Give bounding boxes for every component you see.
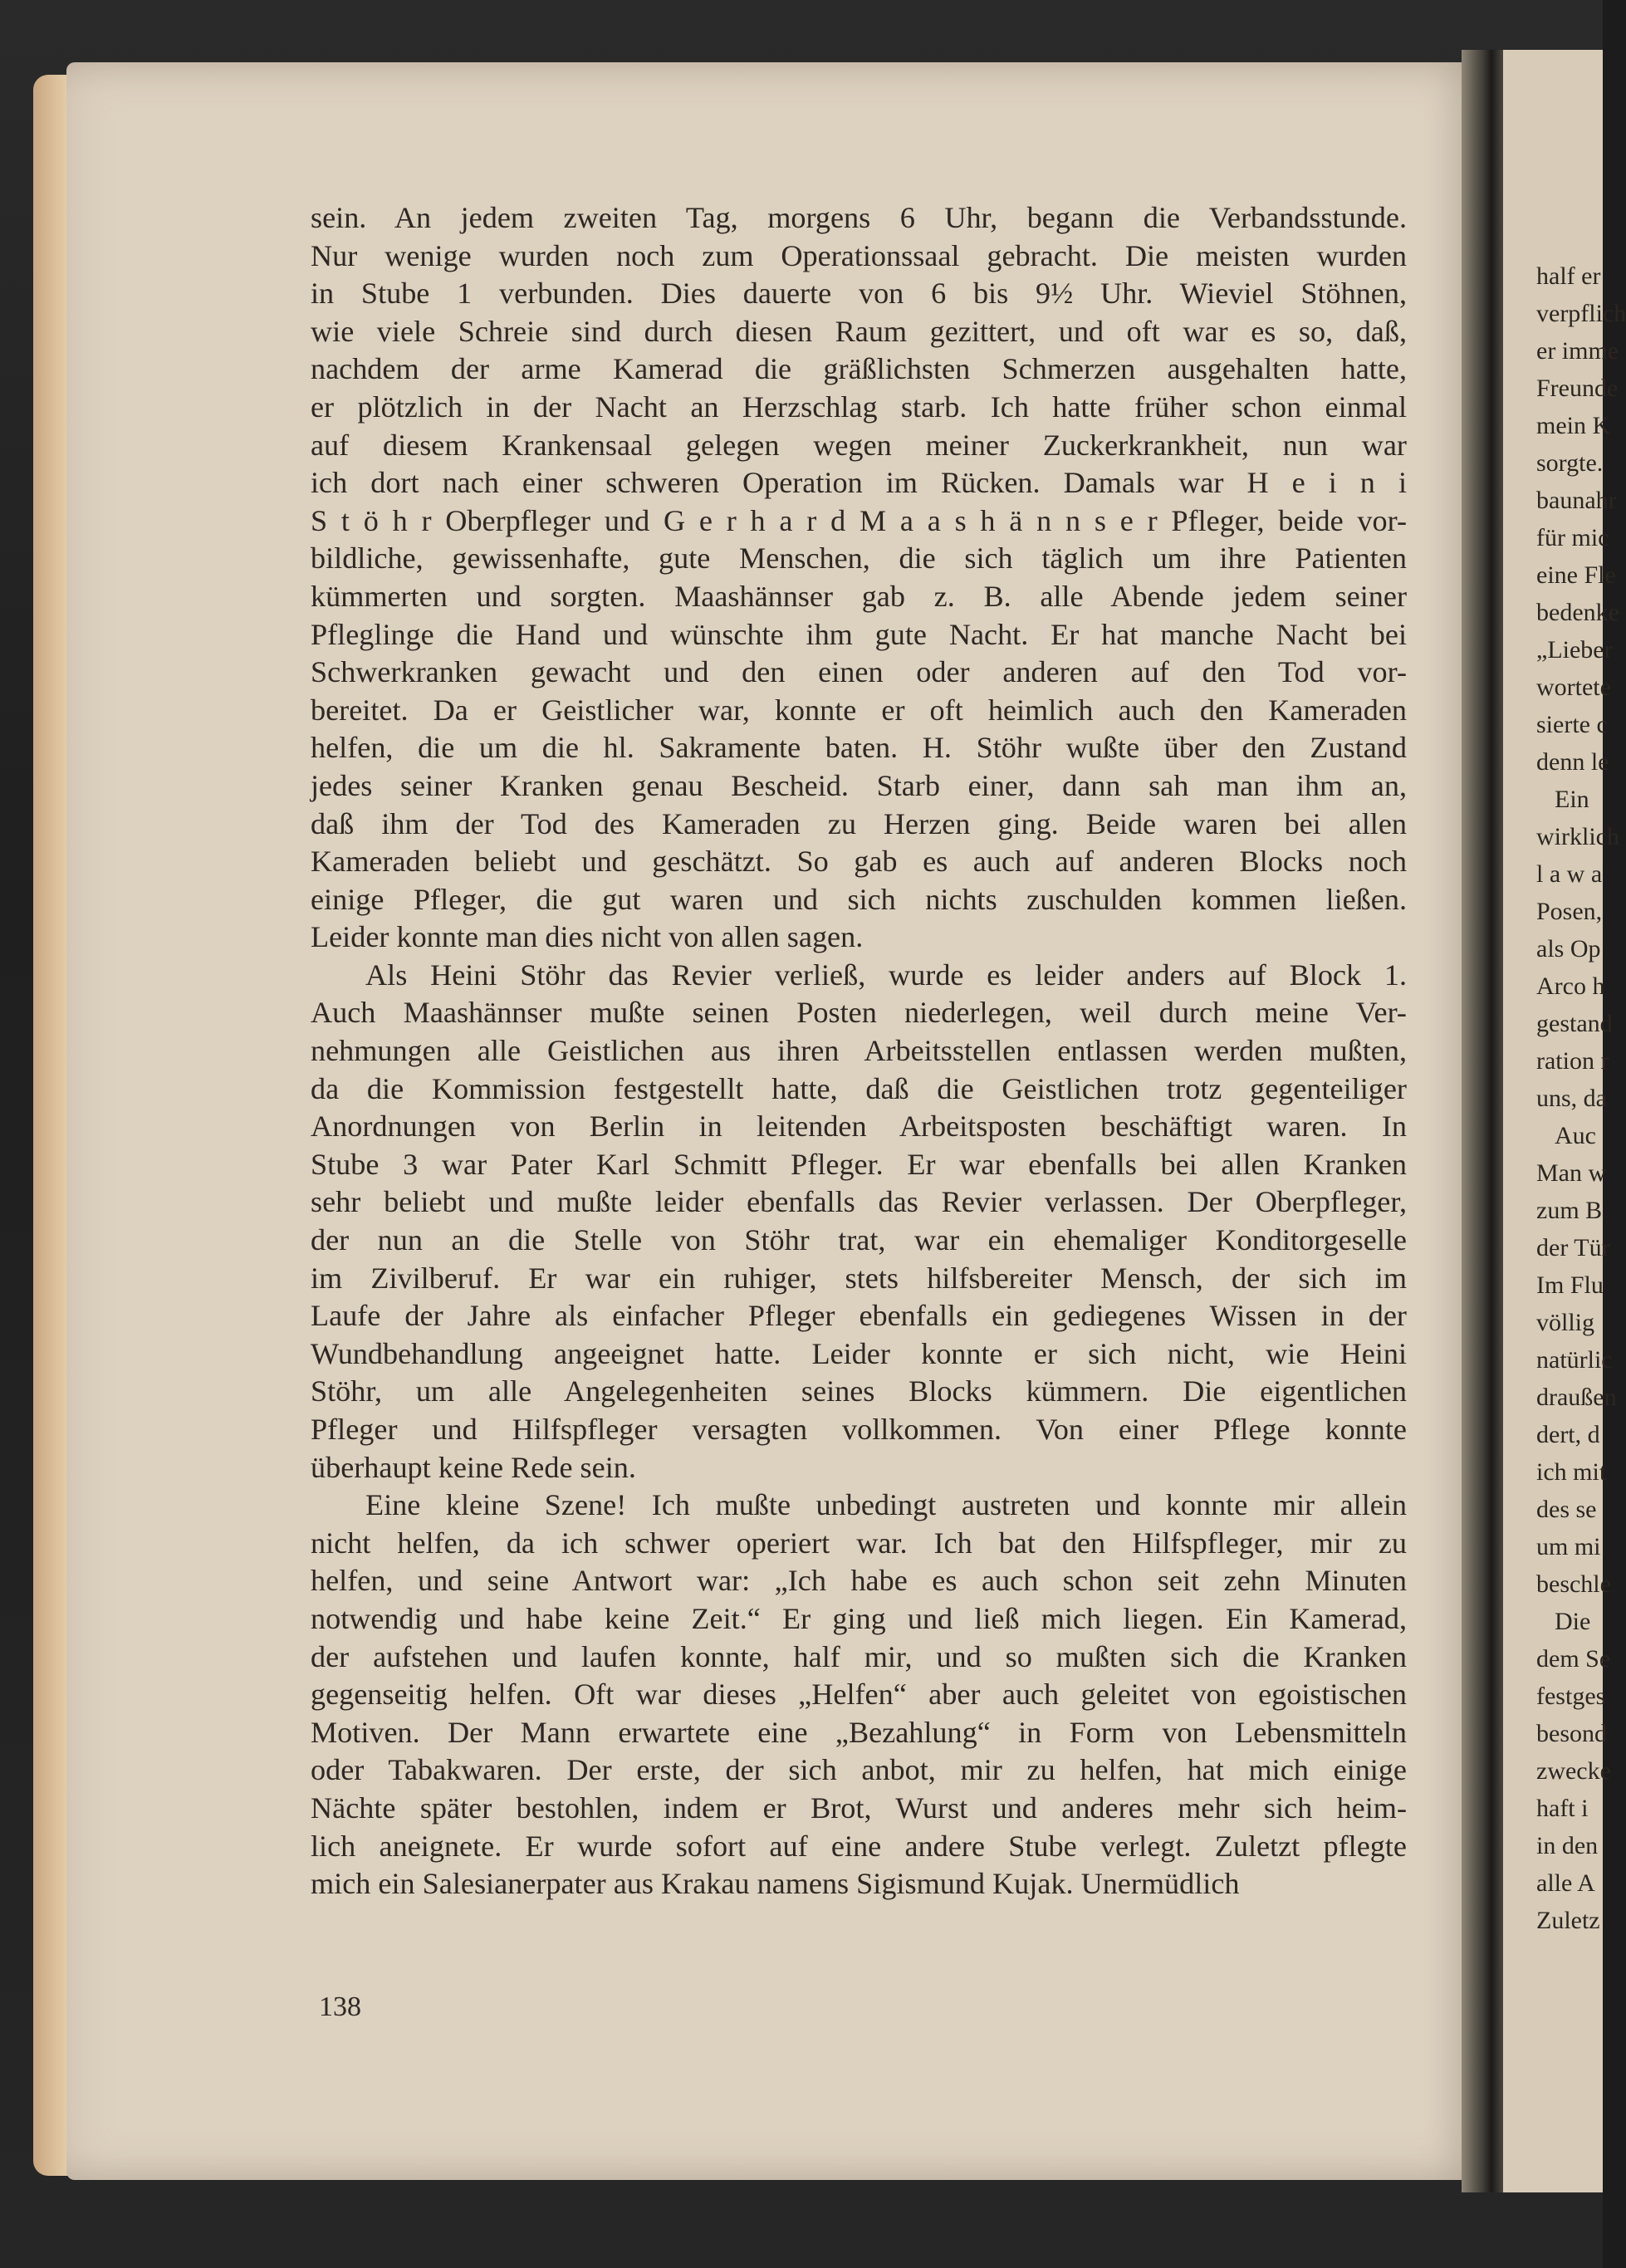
text-line: daß ihm der Tod des Kameraden zu Herzen ging. Beide waren bei allen xyxy=(311,806,1407,840)
text-line: in Stube 1 verbunden. Dies dauerte von 6 bis 9½ Uhr. Wieviel Stöhnen, xyxy=(311,277,1407,311)
facing-page-line: für mic xyxy=(1536,524,1609,551)
facing-page-line: haft i xyxy=(1536,1795,1589,1822)
facing-page-line: zwecke xyxy=(1536,1757,1611,1785)
facing-page-line: half er xyxy=(1536,262,1601,290)
facing-page-line: verpflich xyxy=(1536,300,1626,327)
text-line: Auch Maashännser mußte seinen Posten niederlegen, weil durch meine Ver- xyxy=(311,996,1407,1030)
facing-page-line: ration r xyxy=(1536,1047,1609,1075)
text-line: Pfleglinge die Hand und wünschte ihm gute Nacht. Er hat manche Nacht bei xyxy=(311,617,1407,651)
facing-page-line: mein K xyxy=(1536,412,1611,439)
text-line: mich ein Salesianerpater aus Krakau namens Sigismund Kujak. Unermüdlich xyxy=(311,1867,1240,1901)
text-line: jedes seiner Kranken genau Bescheid. Starb einer, dann sah man ihm an, xyxy=(311,768,1407,802)
text-line: Stöhr, um alle Angelegenheiten seines Blocks kümmern. Die eigentlichen xyxy=(311,1374,1407,1408)
text-line: Stube 3 war Pater Karl Schmitt Pfleger. Er war ebenfalls bei allen Kranken xyxy=(311,1147,1407,1181)
text-line: lich aneignete. Er wurde sofort auf eine andere Stube verlegt. Zuletzt pflegte xyxy=(311,1829,1407,1863)
text-line: Motiven. Der Mann erwartete eine „Bezahlung“ in Form von Lebensmitteln xyxy=(311,1715,1407,1749)
facing-page-line: draußen xyxy=(1536,1384,1617,1411)
facing-page-line: Im Flu xyxy=(1536,1271,1604,1299)
facing-page-line: eine Fle xyxy=(1536,561,1616,589)
facing-page-line: besond xyxy=(1536,1720,1607,1747)
facing-page-line: wirklich xyxy=(1536,823,1619,850)
facing-page-lines xyxy=(1503,50,1626,1939)
facing-page-line: Ein xyxy=(1555,786,1589,813)
facing-page-line: völlig xyxy=(1536,1309,1595,1336)
text-line: sehr beliebt und mußte leider ebenfalls das Revier verlassen. Der Oberpfleger, xyxy=(311,1185,1407,1219)
text-line: der aufstehen und laufen konnte, half mir, und so mußten sich die Kranken xyxy=(311,1639,1407,1673)
facing-page-line: als Op xyxy=(1536,935,1601,963)
facing-page-line: sierte c xyxy=(1536,711,1608,738)
text-line: nachdem der arme Kamerad die gräßlichsten Schmerzen ausgehalten hatte, xyxy=(311,352,1407,386)
text-line: Anordnungen von Berlin in leitenden Arbeitsposten beschäftigt waren. In xyxy=(311,1110,1407,1144)
facing-page-line: uns, da xyxy=(1536,1085,1607,1112)
text-line: Nur wenige wurden noch zum Operationssaal gebracht. Die meisten wurden xyxy=(311,238,1407,272)
facing-page-line: zum B xyxy=(1536,1197,1603,1224)
text-line: überhaupt keine Rede sein. xyxy=(311,1450,636,1484)
facing-page-line: Posen, xyxy=(1536,898,1603,925)
facing-page-line: Auc xyxy=(1555,1122,1596,1149)
text-line: Schwerkranken gewacht und den einen oder anderen auf den Tod vor- xyxy=(311,655,1407,689)
facing-page-line: gestand xyxy=(1536,1010,1613,1037)
facing-page-line: in den xyxy=(1536,1832,1599,1859)
facing-page-line: bedenke xyxy=(1536,599,1619,626)
text-line: der nun an die Stelle von Stöhr trat, war ein ehemaliger Konditorgeselle xyxy=(311,1223,1407,1257)
text-line: da die Kommission festgestellt hatte, daß die Geistlichen trotz gegenteiliger xyxy=(311,1071,1407,1105)
facing-page-line: dert, d xyxy=(1536,1421,1600,1448)
text-line: nehmungen alle Geistlichen aus ihren Arbeitsstellen entlassen werden mußten, xyxy=(311,1034,1407,1068)
facing-page-line: Die xyxy=(1555,1608,1591,1635)
text-line: im Zivilberuf. Er war ein ruhiger, stets hilfsbereiter Mensch, der sich im xyxy=(311,1261,1407,1295)
text-line: Leider konnte man dies nicht von allen sagen. xyxy=(311,920,864,954)
text-line: helfen, und seine Antwort war: „Ich habe es auch schon seit zehn Minuten xyxy=(311,1564,1407,1598)
facing-page-line: er imme xyxy=(1536,337,1619,365)
text-line: nicht helfen, da ich schwer operiert war. Ich bat den Hilfspfleger, mir zu xyxy=(311,1526,1407,1560)
text-line: auf diesem Krankensaal gelegen wegen meiner Zuckerkrankheit, nun war xyxy=(311,428,1407,462)
text-line: gegenseitig helfen. Oft war dieses „Helfen“ aber auch geleitet von egoistischen xyxy=(311,1678,1407,1712)
facing-page-line: Zuletz xyxy=(1536,1907,1600,1934)
facing-page-line: ich mit xyxy=(1536,1458,1607,1486)
text-line: bildliche, gewissenhafte, gute Menschen, die sich täglich um ihre Patienten xyxy=(311,541,1407,576)
facing-page-line: Freunde xyxy=(1536,375,1619,402)
facing-page-line: sorgte. xyxy=(1536,449,1604,477)
facing-page-line: alle A xyxy=(1536,1869,1595,1897)
facing-page-line: natürlic xyxy=(1536,1346,1613,1374)
text-line: Als Heini Stöhr das Revier verließ, wurde es leider anders auf Block 1. xyxy=(365,958,1407,992)
text-line: oder Tabakwaren. Der erste, der sich anbot, mir zu helfen, hat mich einige xyxy=(311,1753,1407,1787)
text-line: S t ö h r Oberpfleger und G e r h a r d M a a s h ä n n s e r Pfleger, beide vor- xyxy=(311,503,1407,537)
text-line: er plötzlich in der Nacht an Herzschlag starb. Ich hatte früher schon einmal xyxy=(311,389,1407,424)
body-text xyxy=(311,199,1407,1903)
facing-page-line: beschle xyxy=(1536,1570,1611,1598)
text-line: Kameraden beliebt und geschätzt. So gab es auch auf anderen Blocks noch xyxy=(311,845,1407,879)
facing-page-line: des se xyxy=(1536,1496,1597,1523)
text-line: helfen, die um die hl. Sakramente baten. H. Stöhr wußte über den Zustand xyxy=(311,731,1407,765)
text-line: ich dort nach einer schweren Operation im Rücken. Damals war H e i n i xyxy=(311,466,1407,500)
text-line: sein. An jedem zweiten Tag, morgens 6 Uhr, begann die Verbandsstunde. xyxy=(311,201,1407,234)
facing-page-line: Man w xyxy=(1536,1159,1607,1187)
text-line: bereitet. Da er Geistlicher war, konnte er oft heimlich auch den Kameraden xyxy=(311,693,1407,727)
text-line: Eine kleine Szene! Ich mußte unbedingt austreten und konnte mir allein xyxy=(365,1488,1407,1522)
facing-page-line: wortete xyxy=(1536,674,1611,701)
text-line: wie viele Schreie sind durch diesen Raum gezittert, und oft war es so, daß, xyxy=(311,314,1407,348)
text-line: notwendig und habe keine Zeit.“ Er ging und ließ mich liegen. Ein Kamerad, xyxy=(311,1601,1407,1635)
facing-page-fragment xyxy=(1503,50,1626,2192)
text-line: Pfleger und Hilfspfleger versagten vollkommen. Von einer Pflege konnte xyxy=(311,1413,1407,1446)
facing-page-line: der Tür xyxy=(1536,1234,1610,1261)
text-line: Laufe der Jahre als einfacher Pfleger ebenfalls ein gediegenes Wissen in der xyxy=(311,1299,1407,1333)
facing-page-line: dem Se xyxy=(1536,1645,1611,1673)
facing-page-line: l a w a xyxy=(1536,860,1603,888)
facing-page-line: „Lieber xyxy=(1536,636,1613,664)
text-line: Wundbehandlung angeeignet hatte. Leider konnte er sich nicht, wie Heini xyxy=(311,1336,1407,1370)
page-number: 138 xyxy=(319,1991,361,2022)
facing-page-line: um mi xyxy=(1536,1533,1601,1560)
facing-page-line: Arco h xyxy=(1536,972,1605,1000)
facing-page-line: festges xyxy=(1536,1683,1606,1710)
text-line: einige Pfleger, die gut waren und sich nichts zuschulden kommen ließen. xyxy=(311,882,1407,916)
text-line: kümmerten und sorgten. Maashännser gab z. B. alle Abende jedem seiner xyxy=(311,579,1407,613)
facing-page-line: baunahr xyxy=(1536,487,1617,514)
text-line: Nächte später bestohlen, indem er Brot, Wurst und anderes mehr sich heim- xyxy=(311,1790,1407,1825)
facing-page-line: denn le xyxy=(1536,748,1609,776)
